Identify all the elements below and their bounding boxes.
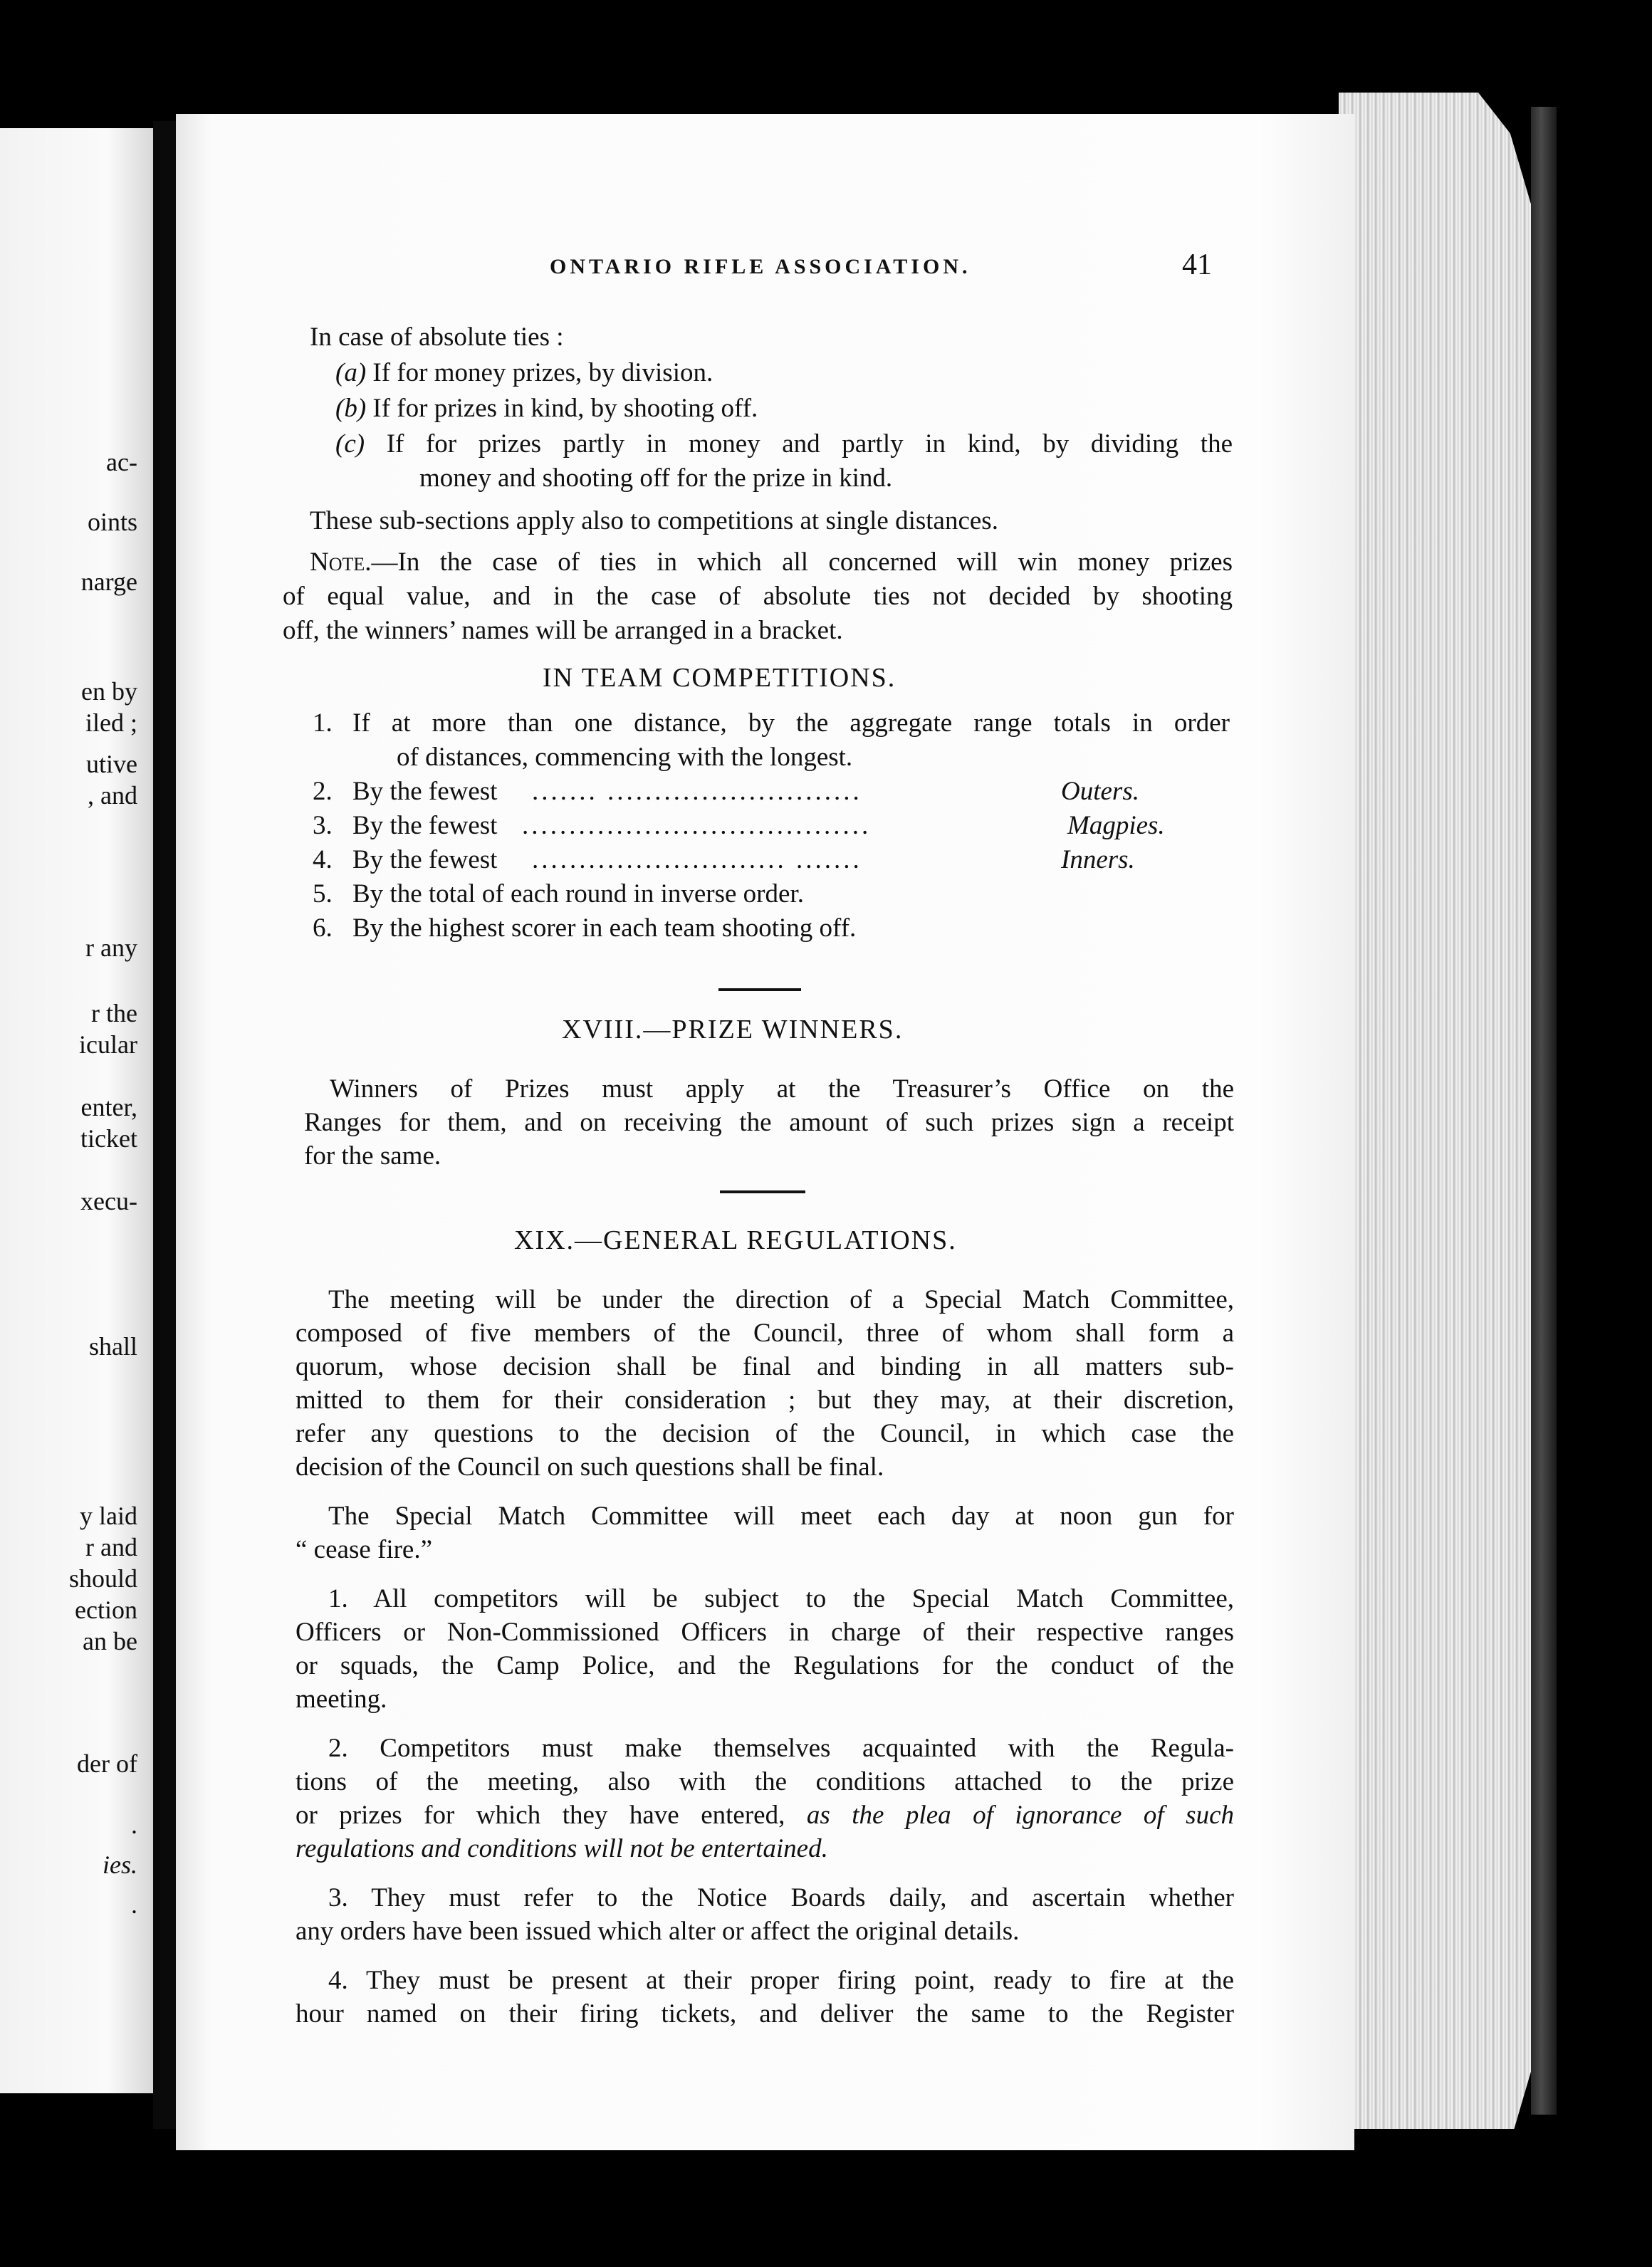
left-page-fragment: ticket bbox=[80, 1124, 137, 1153]
team-rule-number: 5. bbox=[313, 879, 333, 909]
section-18-heading: XVIII.—PRIZE WINNERS. bbox=[562, 1015, 904, 1045]
regulation-2: 2. Competitors must make themselves acquainted with the Regula- bbox=[328, 1734, 1234, 1763]
left-page-fragment: shall bbox=[89, 1332, 137, 1361]
leader-dots: ..................................... bbox=[522, 811, 872, 840]
tie-item bbox=[335, 356, 713, 390]
team-term: Inners. bbox=[1061, 845, 1135, 874]
team-rule-text: of distances, commencing with the longest. bbox=[397, 743, 853, 772]
team-rule-number: 1. bbox=[313, 708, 333, 738]
section-19-p1: composed of five members of the Council, three of whom shall form a bbox=[296, 1319, 1234, 1348]
section-19-p1: refer any questions to the decision of the Council, in which case the bbox=[296, 1419, 1234, 1448]
left-page-fragment: y laid bbox=[80, 1502, 137, 1530]
team-rule-text: If at more than one distance, by the aggregate range totals in order bbox=[352, 708, 1230, 738]
team-rule-text: By the fewest bbox=[352, 845, 498, 874]
left-page-fragment: ies. bbox=[103, 1850, 137, 1879]
section-19-p1: The meeting will be under the direction of a Special Match Committee, bbox=[328, 1285, 1234, 1314]
tie-marker: (a) bbox=[335, 358, 367, 387]
regulation-3: 3. They must refer to the Notice Boards daily, and ascertain whether bbox=[328, 1883, 1234, 1912]
tie-text-continuation: money and shooting off for the prize in kind. bbox=[419, 464, 893, 493]
left-page-fragment: der of bbox=[77, 1749, 137, 1778]
ties-intro: In case of absolute ties : bbox=[310, 323, 564, 352]
team-term: Outers. bbox=[1061, 777, 1139, 806]
tie-marker: (b) bbox=[335, 394, 367, 423]
left-page-fragment: r the bbox=[91, 999, 137, 1027]
regulation-1: or squads, the Camp Police, and the Regulations for the conduct of the bbox=[296, 1651, 1234, 1680]
left-page-fragment: , and bbox=[88, 781, 137, 810]
main-page bbox=[176, 114, 1354, 2150]
left-page-fragment: ection bbox=[75, 1596, 137, 1624]
left-page-fragment: utive bbox=[86, 750, 137, 778]
team-rule-text: By the total of each round in inverse order. bbox=[352, 879, 804, 909]
team-heading: IN TEAM COMPETITIONS. bbox=[543, 663, 896, 693]
regulation-2: tions of the meeting, also with the conditions attached to the prize bbox=[296, 1767, 1234, 1796]
section-18-text: for the same. bbox=[304, 1141, 441, 1171]
team-rule-number: 2. bbox=[313, 777, 333, 806]
leader-dots: ........................... ....... bbox=[532, 845, 862, 874]
note-label: Note. bbox=[310, 548, 372, 577]
regulation-1: meeting. bbox=[296, 1685, 387, 1714]
running-head: ONTARIO RIFLE ASSOCIATION. bbox=[550, 255, 971, 278]
left-page-fragment: icular bbox=[79, 1030, 137, 1059]
tie-marker: (c) bbox=[335, 429, 365, 459]
section-divider bbox=[720, 1190, 805, 1193]
left-page-fragment: ac- bbox=[106, 448, 137, 476]
left-page-fragment: . bbox=[131, 1811, 137, 1839]
team-rule-text: By the highest scorer in each team shooting off. bbox=[352, 913, 857, 943]
section-19-p1: decision of the Council on such questions shall be final. bbox=[296, 1452, 884, 1482]
section-19-p2: “ cease fire.” bbox=[296, 1535, 433, 1564]
section-19-p1: quorum, whose decision shall be final and binding in all matters sub- bbox=[296, 1352, 1234, 1381]
left-page-fragment: narge bbox=[80, 567, 137, 596]
team-term: Magpies. bbox=[1067, 811, 1165, 840]
left-page-fragment: r and bbox=[85, 1533, 137, 1561]
section-18-text: Ranges for them, and on receiving the amount of such prizes sign a receipt bbox=[304, 1108, 1234, 1137]
regulation-2: or prizes for which they have entered, as the plea of ignorance of such bbox=[296, 1801, 1234, 1830]
ties-note-line: off, the winners’ names will be arranged in a bracket. bbox=[283, 616, 843, 645]
section-19-heading: XIX.—GENERAL REGULATIONS. bbox=[514, 1225, 957, 1255]
left-page-fragment: an be bbox=[83, 1627, 137, 1655]
left-page-fragment: oints bbox=[87, 508, 137, 536]
book-cover-edge bbox=[1531, 107, 1557, 2115]
section-18-text: Winners of Prizes must apply at the Treasurer’s Office on the bbox=[330, 1074, 1234, 1104]
leader-dots: ....... ........................... bbox=[532, 777, 862, 806]
regulation-4: 4. They must be present at their proper firing point, ready to fire at the bbox=[328, 1966, 1234, 1995]
tie-item bbox=[335, 427, 1233, 461]
left-page-fragment: iled ; bbox=[85, 708, 137, 737]
ties-note: Note.—In the case of ties in which all concerned will win money prizes bbox=[310, 548, 1233, 577]
regulation-3: any orders have been issued which alter or affect the original details. bbox=[296, 1917, 1020, 1946]
section-19-p2: The Special Match Committee will meet each day at noon gun for bbox=[328, 1502, 1234, 1531]
book-gutter bbox=[153, 121, 176, 2129]
regulation-1: Officers or Non-Commissioned Officers in charge of their respective ranges bbox=[296, 1618, 1234, 1647]
page-number: 41 bbox=[1182, 248, 1212, 281]
subsections-note: These sub-sections apply also to competitions at single distances. bbox=[310, 506, 998, 535]
tie-item bbox=[335, 392, 758, 426]
left-facing-page bbox=[0, 128, 153, 2093]
regulation-4: hour named on their firing tickets, and deliver the same to the Register bbox=[296, 1999, 1234, 2028]
left-page-fragment: should bbox=[68, 1564, 137, 1593]
page-edges bbox=[1339, 93, 1538, 2129]
section-divider bbox=[718, 988, 801, 991]
team-rule-number: 3. bbox=[313, 811, 333, 840]
tie-text: If for prizes in kind, by shooting off. bbox=[372, 394, 758, 423]
tie-text: If for money prizes, by division. bbox=[372, 358, 713, 387]
regulation-2-italic: regulations and conditions will not be entertained. bbox=[296, 1834, 828, 1863]
ties-note-line: of equal value, and in the case of absolute ties not decided by shooting bbox=[283, 582, 1233, 611]
team-rule-text: By the fewest bbox=[352, 777, 498, 806]
team-rule-number: 6. bbox=[313, 913, 333, 943]
regulation-1: 1. All competitors will be subject to the Special Match Committee, bbox=[328, 1584, 1234, 1613]
left-page-fragment: enter, bbox=[80, 1093, 137, 1121]
left-page-fragment: en by bbox=[81, 677, 137, 706]
left-page-fragment: xecu- bbox=[80, 1187, 137, 1215]
left-page-fragment: . bbox=[131, 1890, 137, 1919]
tie-text: If for prizes partly in money and partly in kind, by dividing the bbox=[386, 429, 1233, 459]
section-19-p1: mitted to them for their consideration ; but they may, at their discretion, bbox=[296, 1386, 1234, 1415]
team-rule-number: 4. bbox=[313, 845, 333, 874]
left-page-fragment: r any bbox=[85, 933, 137, 962]
team-rule-text: By the fewest bbox=[352, 811, 498, 840]
